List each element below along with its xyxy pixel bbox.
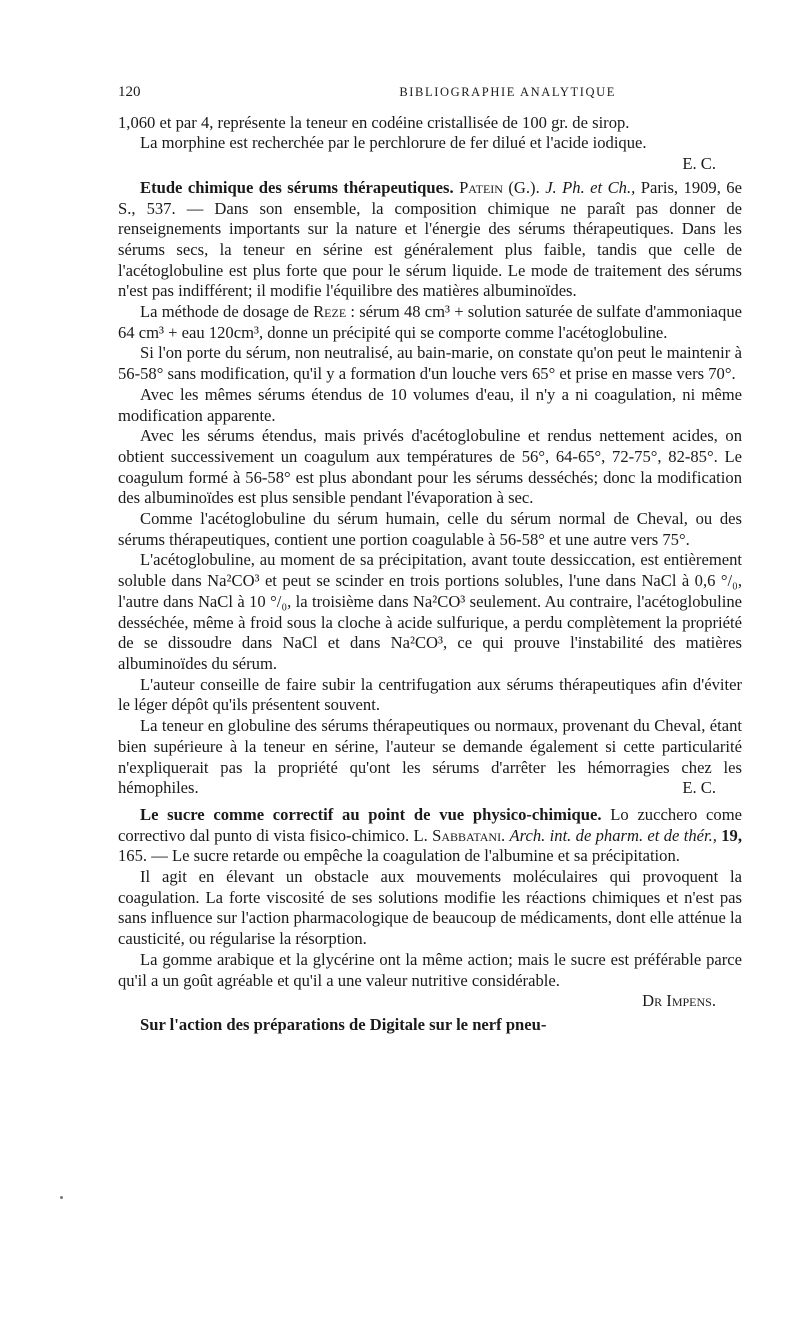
journal-name: Arch. int. de pharm. et de thér., xyxy=(509,825,717,845)
intro-paragraph-2: La morphine est recherchée par le perchlorure de fer dilué et l'acide iodique. xyxy=(140,133,647,153)
abstract-text: — Dans son ensemble, la composition chimique ne paraît pas donner de renseignements importants sur la nature et l'énergie des sérums thérapeutiques. Dans les sérums secs, la teneur en sérine est généralement plus faible, tandis que celle de l'acétoglobuline est plus forte que pour le sérum liquide. Le mode de traitement des sérums n'est pas indifférent; il modifie l'équilibre des matières albuminoïdes. xyxy=(118,198,742,301)
abstract-paragraph xyxy=(118,716,742,799)
intro-paragraph: 1,060 et par 4, représente la teneur en codéine cristallisée de 100 gr. de sirop. xyxy=(118,112,630,132)
abstract-text: : sérum 48 cm³ + solution saturée de sulfate d'ammoniaque 64 cm³ + eau 120cm³, donne un précipité qui se comporte comme l'acétoglobuline. xyxy=(118,302,742,342)
abstract-paragraph: Il agit en élevant un obstacle aux mouvements moléculaires qui provoquent la coagulation. La forte viscosité de ses solutions modifie les réactions chimiques et n'est pas sans influence sur l'action pharmacologique de beaucoup de médicaments, dont elle atténue la causticité, ou régularise la résorption. xyxy=(118,867,742,949)
abstract-paragraph: L'acétoglobuline, au moment de sa précipitation, avant toute dessiccation, est entièrement soluble dans Na²CO³ et peut se scinder en trois portions solubles, l'une dans NaCl à 0,6 °/₀, l'autre dans NaCl à 10 °/₀, la troisième dans Na²CO³ seulement. Au contraire, l'acétoglobuline desséchée, même à froid sous la cloche à acide sulfurique, a perdu complètement la propriété de se dissoudre dans NaCl et dans Na²CO³, ce qui prouve l'instabilité des matières albuminoïdes du sérum. xyxy=(118,550,742,673)
article-author: Sabbatani. xyxy=(432,825,506,845)
abstract-paragraph: Avec les mêmes sérums étendus de 10 volumes d'eau, il n'y a ni coagulation, ni même modification apparente. xyxy=(118,384,742,425)
abstract-paragraph: L'auteur conseille de faire subir la centrifugation aux sérums thérapeutiques afin d'éviter le léger dépôt qu'ils présentent souvent. xyxy=(118,674,742,715)
article-title: Etude chimique des sérums thérapeutiques. xyxy=(140,177,454,197)
abstract-paragraph: Avec les sérums étendus, mais privés d'acétoglobuline et rendus nettement acides, on obtient successivement un coagulum aux températures de 56°, 64-65°, 72-75°, 82-85°. Le coagulum formé à 56-58° est plus abondant pour les sérums desséchés; donc la modification des albuminoïdes est plus sensible pendant l'évaporation à sec. xyxy=(118,426,742,508)
abstract-text: La teneur en globuline des sérums thérapeutiques ou normaux, provenant du Cheval, étant bien supérieure à la teneur en sérine, l'auteur se demande également si cette particularité n'expliquerait pas la propriété qu'ont les sérums d'arrêter les hémorragies chez les hémophiles. xyxy=(118,716,742,798)
journal-name: J. Ph. et Ch., xyxy=(545,177,636,197)
article-title: Le sucre comme correctif au point de vue physico-chimique. xyxy=(140,804,602,824)
abstract-paragraph: Comme l'acétoglobuline du sérum humain, celle du sérum normal de Cheval, ou des sérums thérapeutiques, contient une portion coagulable à 56-58° et une autre vers 75°. xyxy=(118,509,742,549)
abstract-paragraph xyxy=(118,302,742,343)
cited-author: Reze xyxy=(313,302,347,322)
page-header xyxy=(118,82,742,103)
abstract-paragraph: Si l'on porte du sérum, non neutralisé, au bain-marie, on constate qu'on peut le maintenir à 56-58° sans modification, qu'il y a formation d'un louche vers 65° et prise en masse vers 70°. xyxy=(118,343,742,384)
abstract-text: — Le sucre retarde ou empêche la coagulation de l'albumine et sa précipitation. xyxy=(151,846,680,866)
running-title: BIBLIOGRAPHIE ANALYTIQUE xyxy=(399,85,616,99)
italian-title: Lo zucchero come correctivo dal punto di vista fisico-chimico. L. xyxy=(118,804,742,845)
article-author: Patein (G.). xyxy=(459,177,540,197)
article-patein xyxy=(118,178,742,799)
article-title: Sur l'action des préparations de Digitale sur le nerf pneu- xyxy=(140,1014,547,1034)
margin-speck xyxy=(60,1196,63,1199)
signature: Dr Impens. xyxy=(642,991,716,1011)
abstract-text: La méthode de dosage de xyxy=(140,302,314,322)
page-number: 120 xyxy=(118,84,141,100)
journal-volume: 19, xyxy=(721,825,742,845)
signature: E. C. xyxy=(682,778,716,798)
article-heading xyxy=(118,805,742,867)
page xyxy=(118,82,742,1036)
article-heading xyxy=(118,1015,742,1036)
article-digitale xyxy=(118,1015,742,1036)
journal-pages: 165. xyxy=(118,846,148,866)
abstract-paragraph: La gomme arabique et la glycérine ont la même action; mais le sucre est préférable parce qu'il a un goût agréable et qu'il a une valeur nutritive considérable. xyxy=(118,949,742,990)
article-heading xyxy=(118,178,742,302)
citation: Paris, 1909, 6e S., 537. xyxy=(118,177,742,218)
signature: E. C. xyxy=(682,154,716,174)
article-sabbatani xyxy=(118,805,742,1012)
